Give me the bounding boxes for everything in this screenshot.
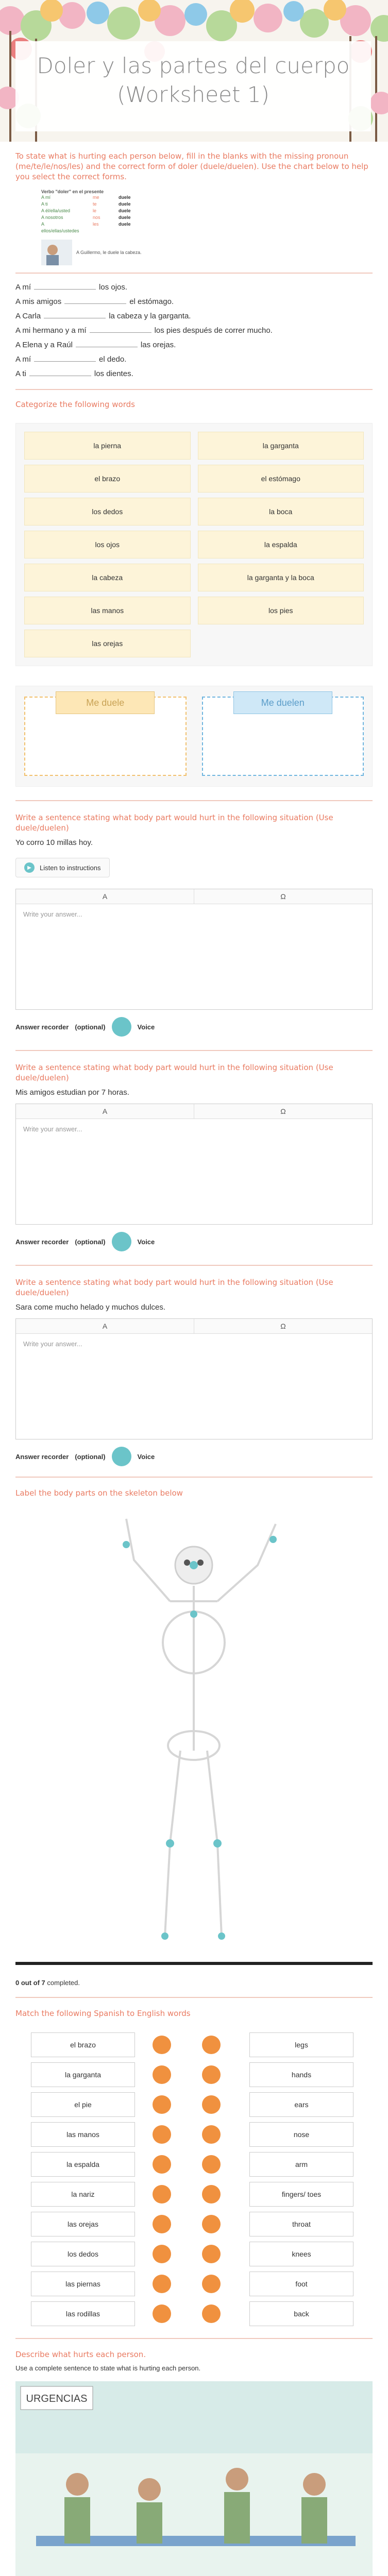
chart-pronoun: A ti	[41, 201, 48, 207]
chart-row	[41, 201, 373, 208]
recorder-optional: (optional)	[75, 1452, 106, 1461]
match-row	[15, 2239, 373, 2269]
match-dot-left[interactable]	[153, 2155, 171, 2174]
chart-row	[41, 194, 373, 201]
play-icon: ▶	[24, 862, 35, 873]
writing-instruction: Write a sentence stating what body part would hurt in the following situation (Use duele/duelen)	[15, 1063, 333, 1082]
divider	[15, 1477, 373, 1478]
match-row	[15, 2030, 373, 2060]
match-english[interactable]: knees	[249, 2242, 353, 2266]
sentence-start: A Carla	[15, 312, 41, 320]
sentence-end: el dedo.	[99, 355, 127, 364]
editor-toolbar	[16, 889, 372, 904]
blank-input[interactable]	[34, 361, 96, 362]
chart-indirect: les	[93, 222, 99, 227]
match-english[interactable]: nose	[249, 2122, 353, 2147]
match-dot-right[interactable]	[202, 2155, 221, 2174]
writing-block	[0, 1050, 388, 1251]
describe-section	[15, 2349, 373, 2576]
category-word[interactable]: la garganta	[198, 432, 364, 460]
waiting-room-image	[15, 2381, 373, 2576]
blank-input[interactable]	[64, 303, 126, 304]
category-word[interactable]: la boca	[198, 498, 364, 526]
skeleton-instruction: Label the body parts on the skeleton below	[15, 1488, 183, 1498]
match-rows	[15, 2030, 373, 2329]
intro-section	[15, 151, 373, 265]
writing-section	[15, 812, 373, 1037]
match-english[interactable]: arm	[249, 2152, 353, 2177]
answer-textarea[interactable]: Write your answer...	[23, 1340, 82, 1348]
record-button[interactable]	[112, 1232, 131, 1251]
font-icon[interactable]: A	[102, 1107, 108, 1115]
chart-pronoun: A él/ella/usted	[41, 208, 71, 213]
doler-chart	[41, 189, 373, 265]
sentence-start: A ti	[15, 369, 26, 378]
match-dot-right[interactable]	[202, 2304, 221, 2323]
category-word[interactable]: los ojos	[24, 531, 191, 558]
omega-icon[interactable]: Ω	[194, 889, 372, 904]
answer-editor	[15, 1104, 373, 1225]
writing-instruction: Write a sentence stating what body part would hurt in the following situation (Use duele/duelen)	[15, 813, 333, 833]
recorder-label: Answer recorder	[15, 1238, 69, 1246]
divider	[15, 2338, 373, 2339]
match-dot-right[interactable]	[202, 2185, 221, 2204]
omega-icon[interactable]: Ω	[194, 1104, 372, 1118]
category-word[interactable]: la garganta y la boca	[198, 564, 364, 591]
recorder-label: Answer recorder	[15, 1023, 69, 1031]
match-spanish[interactable]: la garganta	[31, 2062, 135, 2087]
match-spanish[interactable]: las manos	[31, 2122, 135, 2147]
match-dot-left[interactable]	[153, 2215, 171, 2233]
writing-instruction: Write a sentence stating what body part would hurt in the following situation (Use duele/duelen)	[15, 1278, 333, 1297]
chart-indirect: te	[93, 201, 97, 207]
sentence-end: los dientes.	[94, 369, 133, 378]
writing-block	[0, 800, 388, 1037]
chart-heading: Verbo "doler" en el presente	[41, 189, 104, 194]
fill-sentence	[15, 282, 373, 293]
answer-textarea[interactable]: Write your answer...	[23, 910, 82, 918]
recorder-optional: (optional)	[75, 1023, 106, 1031]
divider	[15, 1050, 373, 1051]
recorder-label: Answer recorder	[15, 1452, 69, 1461]
chart-indirect: nos	[93, 215, 100, 220]
urgencias-sign: URGENCIAS	[26, 2393, 88, 2404]
listen-label: Listen to instructions	[40, 863, 101, 872]
match-spanish[interactable]: las piernas	[31, 2272, 135, 2296]
sentence-start: A mis amigos	[15, 297, 62, 306]
match-spanish[interactable]: las rodillas	[31, 2301, 135, 2326]
category-word[interactable]: los dedos	[24, 498, 191, 526]
match-dot-right[interactable]	[202, 2095, 221, 2114]
chart-note: A Guillermo, le duele la cabeza.	[76, 250, 142, 255]
match-row	[15, 2060, 373, 2090]
sentence-end: el estómago.	[129, 297, 174, 306]
font-icon[interactable]: A	[102, 1322, 108, 1330]
skeleton-image	[15, 1509, 373, 1972]
fill-sentence	[15, 296, 373, 308]
sentence-start: A mí	[15, 283, 31, 292]
match-english[interactable]: ears	[249, 2092, 353, 2117]
match-dot-left[interactable]	[153, 2245, 171, 2263]
category-word[interactable]: los pies	[198, 597, 364, 624]
fill-sentence	[15, 311, 373, 322]
chart-pronoun: A mí	[41, 195, 51, 200]
match-dot-left[interactable]	[153, 2095, 171, 2114]
chart-form: duele	[119, 215, 131, 220]
title-box	[15, 41, 371, 131]
match-row	[15, 2120, 373, 2149]
writing-section	[15, 1062, 373, 1251]
category-word[interactable]: las orejas	[24, 630, 191, 657]
match-english[interactable]: legs	[249, 2032, 353, 2057]
skeleton-suffix: completed.	[47, 1979, 80, 1987]
answer-recorder	[15, 1017, 373, 1037]
sentence-start: A Elena y a Raúl	[15, 341, 73, 349]
divider	[15, 389, 373, 390]
divider	[15, 800, 373, 801]
divider	[15, 273, 373, 274]
match-dot-left[interactable]	[153, 2275, 171, 2293]
bin-me-duelen[interactable]	[202, 697, 364, 776]
editor-toolbar	[16, 1104, 372, 1119]
match-row	[15, 2209, 373, 2239]
header-banner	[0, 0, 388, 142]
sentence-end: la cabeza y la garganta.	[109, 312, 191, 320]
match-english[interactable]: fingers/ toes	[249, 2182, 353, 2207]
match-row	[15, 2299, 373, 2329]
chart-row	[41, 208, 373, 214]
chart-row	[41, 221, 373, 234]
fill-sentence	[15, 325, 373, 336]
category-word[interactable]: la pierna	[24, 432, 191, 460]
match-dot-right[interactable]	[202, 2065, 221, 2084]
writing-blocks	[0, 800, 388, 1466]
sentence-end: los pies después de correr mucho.	[154, 326, 273, 335]
chart-pronoun: A nosotros	[41, 215, 63, 220]
match-row	[15, 2179, 373, 2209]
chart-indirect: me	[93, 195, 99, 200]
match-dot-left[interactable]	[153, 2125, 171, 2144]
sentence-end: los ojos.	[99, 283, 128, 292]
chart-indirect: le	[93, 208, 97, 213]
match-dot-right[interactable]	[202, 2275, 221, 2293]
describe-subtitle: Use a complete sentence to state what is hurting each person.	[15, 2364, 201, 2372]
answer-recorder	[15, 1232, 373, 1251]
page-title: Doler y las partes del cuerpo (Worksheet 1)	[37, 53, 350, 107]
match-row	[15, 2269, 373, 2299]
blank-input[interactable]	[90, 332, 151, 333]
categorize-section	[15, 399, 373, 787]
chart-form: duele	[119, 195, 131, 200]
voice-label: Voice	[137, 1238, 155, 1246]
answer-editor	[15, 1318, 373, 1439]
category-word[interactable]: la cabeza	[24, 564, 191, 591]
fill-sentence	[15, 340, 373, 351]
divider	[15, 1997, 373, 1998]
sentence-start: A mi hermano y a mí	[15, 326, 87, 335]
match-dot-right[interactable]	[202, 2245, 221, 2263]
answer-textarea[interactable]: Write your answer...	[23, 1125, 82, 1133]
category-word[interactable]: el estómago	[198, 465, 364, 493]
situation-prompt: Yo corro 10 millas hoy.	[15, 838, 93, 847]
match-dot-right[interactable]	[202, 2125, 221, 2144]
voice-label: Voice	[137, 1023, 155, 1031]
chart-form: duele	[119, 208, 131, 213]
record-button[interactable]	[112, 1017, 131, 1037]
chart-row	[41, 214, 373, 221]
bin-me-duele[interactable]	[24, 697, 187, 776]
recorder-optional: (optional)	[75, 1238, 106, 1246]
chart-pronoun: A ellos/ellas/ustedes	[41, 222, 79, 233]
match-english[interactable]: hands	[249, 2062, 353, 2087]
match-spanish[interactable]: el pie	[31, 2092, 135, 2117]
match-instruction: Match the following Spanish to English words	[15, 2009, 191, 2018]
editor-toolbar	[16, 1319, 372, 1334]
match-spanish[interactable]: la espalda	[31, 2152, 135, 2177]
match-section	[15, 2008, 373, 2329]
sentence-end: las orejas.	[140, 341, 176, 349]
listen-button[interactable]	[15, 858, 110, 877]
match-english[interactable]: back	[249, 2301, 353, 2326]
describe-instruction: Describe what hurts each person.	[15, 2350, 146, 2359]
match-spanish[interactable]: el brazo	[31, 2032, 135, 2057]
chart-example	[41, 240, 373, 265]
match-dot-left[interactable]	[153, 2065, 171, 2084]
blank-input[interactable]	[34, 289, 96, 290]
skeleton-progress	[15, 1979, 373, 1987]
category-word[interactable]: el brazo	[24, 465, 191, 493]
categorize-instruction: Categorize the following words	[15, 400, 135, 409]
divider	[15, 1265, 373, 1266]
match-spanish[interactable]: los dedos	[31, 2242, 135, 2266]
match-dot-left[interactable]	[153, 2185, 171, 2204]
person-icon	[41, 240, 72, 265]
answer-editor	[15, 889, 373, 1010]
match-row	[15, 2149, 373, 2179]
situation-prompt: Mis amigos estudian por 7 horas.	[15, 1088, 129, 1097]
chart-rows	[41, 194, 373, 234]
match-row	[15, 2090, 373, 2120]
match-dot-right[interactable]	[202, 2215, 221, 2233]
match-english[interactable]: foot	[249, 2272, 353, 2296]
match-spanish[interactable]: las orejas	[31, 2212, 135, 2236]
sentence-list	[15, 282, 373, 380]
situation-prompt: Sara come mucho helado y muchos dulces.	[15, 1303, 165, 1312]
chart-form: duele	[119, 222, 131, 227]
skeleton-count: 0 out of 7	[15, 1979, 45, 1987]
record-button[interactable]	[112, 1447, 131, 1466]
match-spanish[interactable]: la nariz	[31, 2182, 135, 2207]
answer-recorder	[15, 1447, 373, 1466]
skeleton-section	[15, 1488, 373, 1987]
category-bins	[15, 686, 373, 787]
intro-instruction: To state what is hurting each person below, fill in the blanks with the missing pronoun (me/te/le/nos/les) and the correct form of doler (duele/duelen). Use the chart below to help you select the correct forms.	[15, 151, 368, 181]
font-icon[interactable]: A	[102, 892, 108, 901]
match-dot-right[interactable]	[202, 2036, 221, 2054]
sentence-start: A mí	[15, 355, 31, 364]
chart-form: duele	[119, 201, 131, 207]
writing-section	[15, 1277, 373, 1466]
fill-sentence	[15, 354, 373, 365]
voice-label: Voice	[137, 1452, 155, 1461]
bin-label-me-duelen: Me duelen	[233, 691, 332, 714]
match-dot-left[interactable]	[153, 2036, 171, 2054]
bin-label-me-duele: Me duele	[56, 691, 155, 714]
match-english[interactable]: throat	[249, 2212, 353, 2236]
category-word[interactable]: las manos	[24, 597, 191, 624]
match-dot-left[interactable]	[153, 2304, 171, 2323]
fill-sentence	[15, 368, 373, 380]
omega-icon[interactable]: Ω	[194, 1319, 372, 1333]
category-word-bank	[15, 423, 373, 666]
category-word[interactable]: la espalda	[198, 531, 364, 558]
writing-block	[0, 1265, 388, 1466]
